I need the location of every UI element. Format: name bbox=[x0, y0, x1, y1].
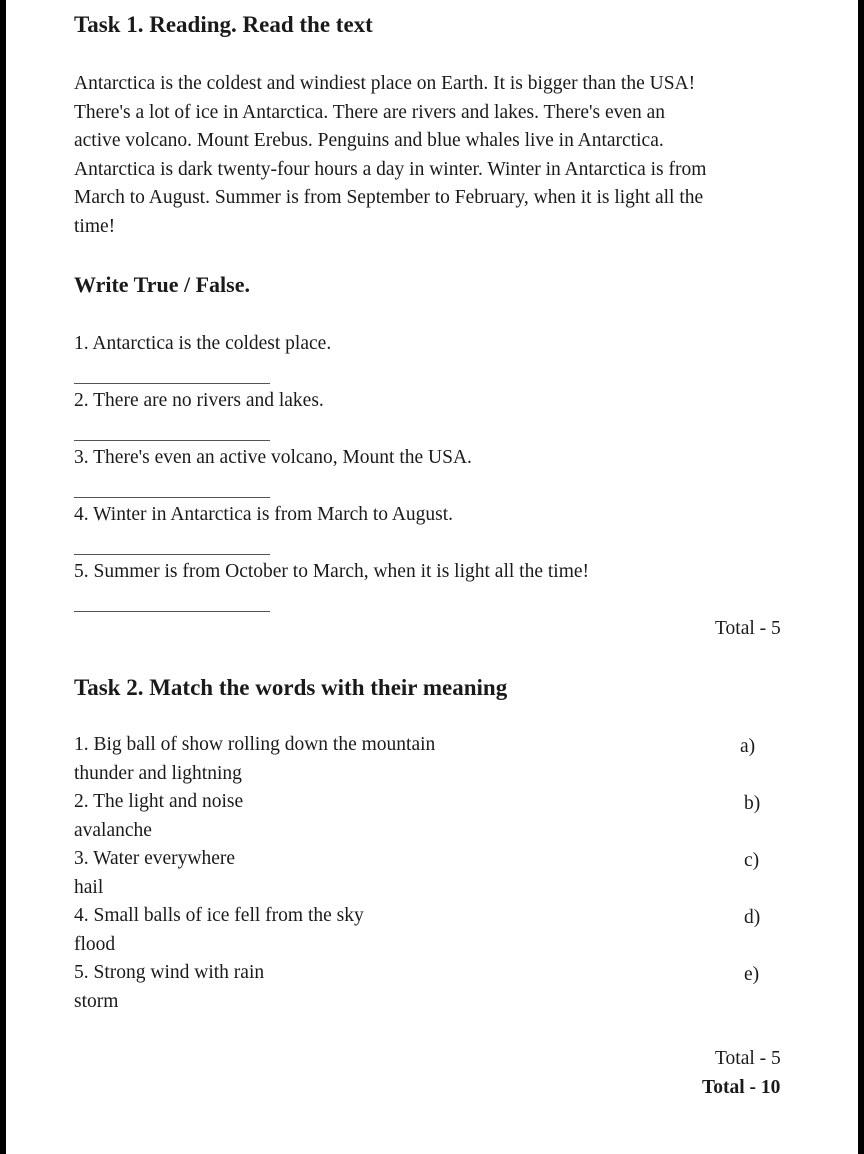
answer-line-3[interactable] bbox=[74, 497, 270, 498]
statement-5: 5. Summer is from October to March, when it is light all the time! bbox=[74, 561, 590, 582]
word-1: thunder and lightning bbox=[74, 763, 242, 784]
word-3: hail bbox=[74, 877, 104, 898]
reading-paragraph bbox=[74, 70, 804, 241]
task2-title: Task 2. Match the words with their meaning bbox=[74, 675, 508, 700]
letter-d: d) bbox=[744, 907, 761, 928]
answer-line-4[interactable] bbox=[74, 554, 270, 555]
letter-b: b) bbox=[744, 793, 761, 814]
task1-title: Task 1. Reading. Read the text bbox=[74, 12, 373, 37]
worksheet-page bbox=[6, 0, 858, 1154]
definition-2: 2. The light and noise bbox=[74, 791, 244, 812]
task2-total: Total - 5 bbox=[715, 1048, 781, 1069]
task1-total: Total - 5 bbox=[715, 618, 781, 639]
definition-1: 1. Big ball of show rolling down the mountain bbox=[74, 734, 436, 755]
statement-1: 1. Antarctica is the coldest place. bbox=[74, 333, 332, 354]
definition-5: 5. Strong wind with rain bbox=[74, 962, 265, 983]
answer-line-1[interactable] bbox=[74, 383, 270, 384]
grand-total: Total - 10 bbox=[702, 1077, 781, 1098]
paragraph-line: There's a lot of ice in Antarctica. There are rivers and lakes. There's even an bbox=[74, 101, 666, 123]
paragraph-line: March to August. Summer is from September to February, when it is light all the bbox=[74, 187, 704, 208]
letter-e: e) bbox=[744, 964, 760, 985]
statement-3: 3. There's even an active volcano, Mount the USA. bbox=[74, 447, 472, 468]
letter-c: c) bbox=[744, 850, 760, 871]
paragraph-line: time! bbox=[74, 215, 116, 237]
definition-4: 4. Small balls of ice fell from the sky bbox=[74, 905, 364, 926]
statement-4: 4. Winter in Antarctica is from March to August. bbox=[74, 504, 454, 525]
paragraph-line: Antarctica is the coldest and windiest place on Earth. It is bigger than the USA! bbox=[74, 73, 696, 94]
answer-line-5[interactable] bbox=[74, 611, 270, 612]
word-5: storm bbox=[74, 991, 119, 1012]
word-4: flood bbox=[74, 934, 116, 955]
statement-2: 2. There are no rivers and lakes. bbox=[74, 390, 324, 411]
definition-3: 3. Water everywhere bbox=[74, 848, 236, 869]
paragraph-line: Antarctica is dark twenty-four hours a day in winter. Winter in Antarctica is from bbox=[74, 158, 707, 180]
paragraph-line: active volcano. Mount Erebus. Penguins and blue whales live in Antarctica. bbox=[74, 130, 664, 151]
word-2: avalanche bbox=[74, 820, 152, 841]
true-false-subtitle: Write True / False. bbox=[74, 272, 250, 297]
answer-line-2[interactable] bbox=[74, 440, 270, 441]
letter-a: a) bbox=[740, 736, 756, 757]
